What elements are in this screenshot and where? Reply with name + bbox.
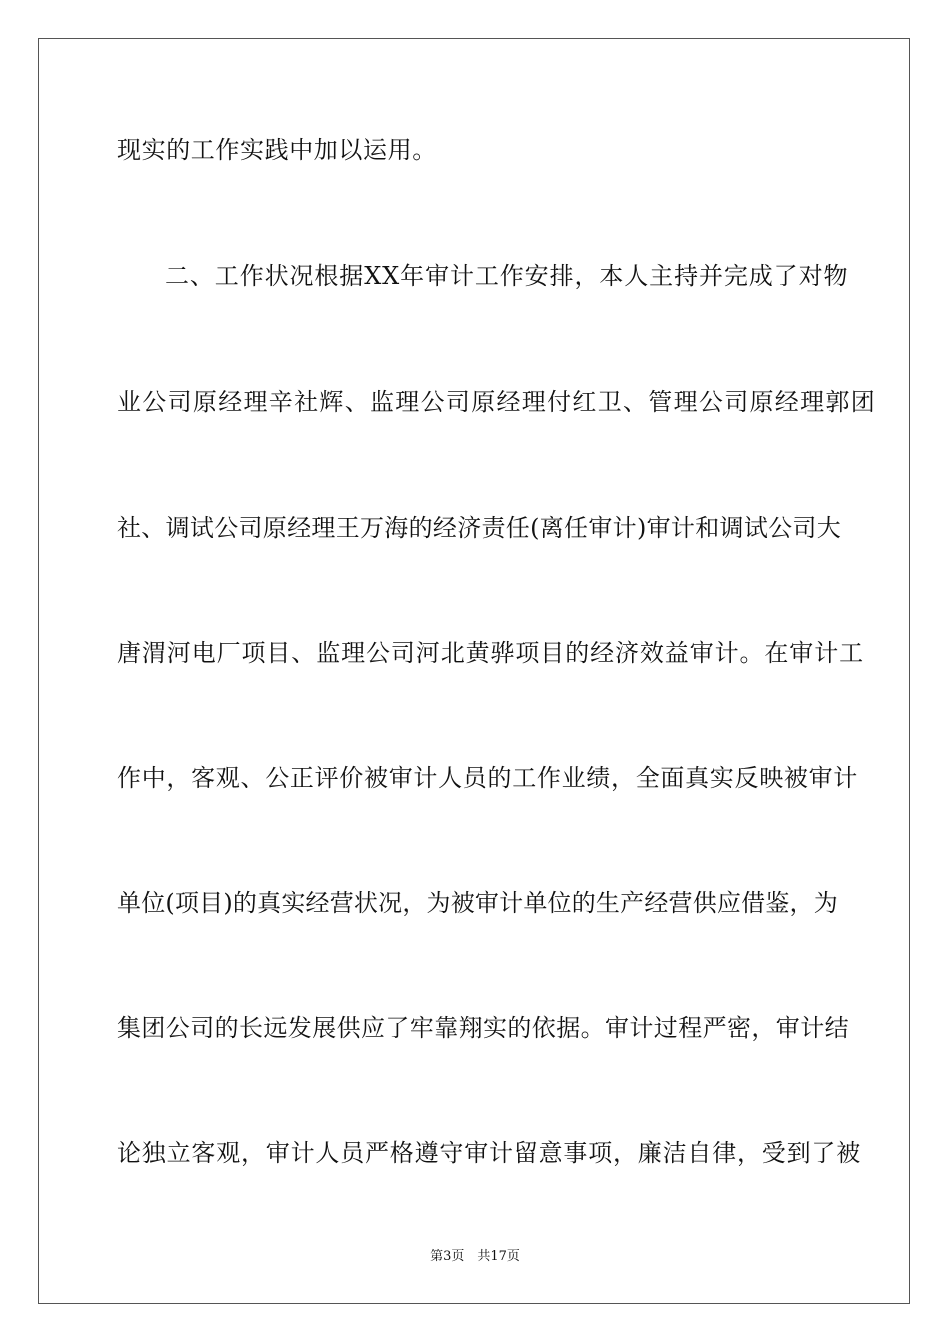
paragraph-line: 业公司原经理辛社辉、监理公司原经理付红卫、管理公司原经理郭团: [117, 388, 876, 416]
paragraph-line: 集团公司的长远发展供应了牢靠翔实的依据。审计过程严密，审计结: [117, 1014, 849, 1042]
paragraph-line: 作中，客观、公正评价被审计人员的工作业绩，全面真实反映被审计: [117, 764, 858, 792]
paragraph-line: 二、工作状况根据XX年审计工作安排，本人主持并完成了对物: [165, 262, 849, 290]
paragraph-line: 现实的工作实践中加以运用。: [117, 136, 437, 164]
paragraph-line: 论独立客观，审计人员严格遵守审计留意事项，廉洁自律，受到了被: [117, 1139, 861, 1167]
paragraph-line: 社、调试公司原经理王万海的经济责任(离任审计)审计和调试公司大: [117, 514, 842, 542]
paragraph-line: 单位(项目)的真实经营状况，为被审计单位的生产经营供应借鉴，为: [117, 889, 838, 917]
page-border: [38, 38, 910, 1304]
paragraph-line: 唐渭河电厂项目、监理公司河北黄骅项目的经济效益审计。在审计工: [117, 639, 864, 667]
page-number-footer: 第3页 共17页: [430, 1249, 520, 1264]
